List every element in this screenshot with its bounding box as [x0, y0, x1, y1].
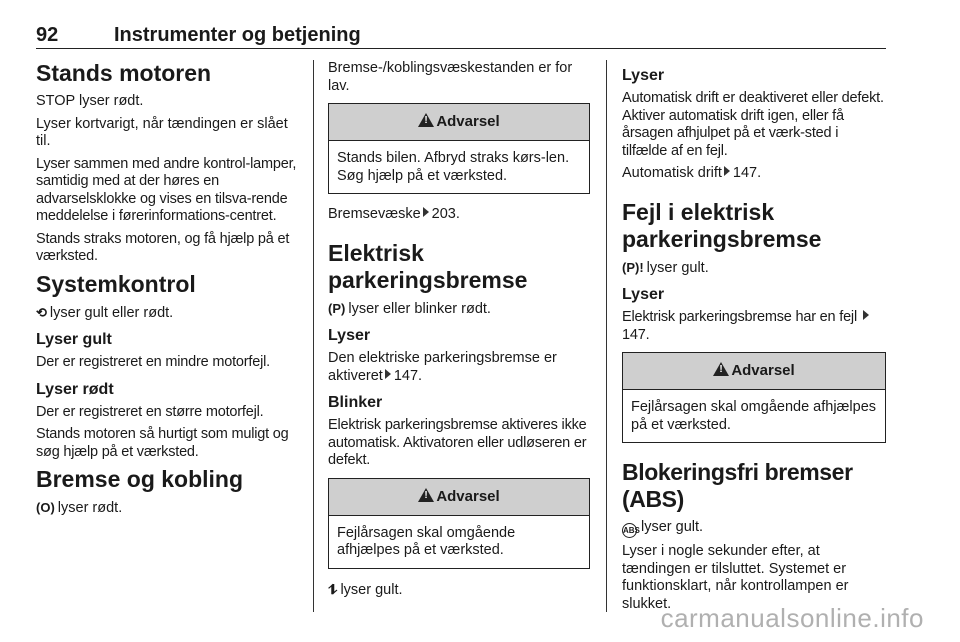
section-title-stands-motoren: Stands motoren — [36, 60, 212, 86]
paragraph: (P)! lyser gult. — [622, 259, 709, 276]
paragraph: Lyser kortvarigt, når tændingen er slået til. — [36, 115, 288, 149]
warning-box — [328, 103, 590, 194]
paragraph: Der er registreret en mindre motorfejl. — [36, 354, 270, 370]
paragraph: ABSlyser gult. — [622, 519, 886, 538]
paragraph: Stands straks motoren, og få hjælp på et værksted. — [36, 230, 290, 264]
paragraph: Lyser i nogle sekunder efter, at tændingen er tilsluttet. Systemet er funktionsklart, når kontrollampen er slukket. — [622, 543, 849, 612]
column-3 — [622, 60, 886, 618]
section-title-systemkontrol: Systemkontrol — [36, 270, 196, 297]
paragraph: ⥮ lyser gult. — [328, 581, 403, 598]
warning-text: Fejlårsagen skal omgående afhjælpes på et værksted. — [631, 399, 877, 433]
section-title-bremse-og-kobling: Bremse og kobling — [36, 466, 244, 492]
column-divider — [313, 60, 314, 612]
paragraph: Den elektriske parkeringsbremse er aktiveret 147. — [328, 350, 557, 384]
paragraph: STOP lyser rødt. — [36, 93, 144, 109]
subheading-blinker: Blinker — [328, 394, 383, 411]
page-number: 92 — [36, 24, 59, 46]
warning-box — [622, 352, 886, 443]
section-title-fejl-i-elektrisk-parkeringsbremse: Fejl i elektrisk parkeringsbremse — [622, 198, 822, 252]
page-header — [36, 22, 886, 49]
paragraph: Elektrisk parkeringsbremse har en fejl 147. — [622, 309, 886, 344]
abs-icon: ABS — [622, 523, 637, 538]
warning-triangle-icon — [418, 113, 434, 127]
paragraph: Lyser sammen med andre kontrol-lamper, samtidig med at der høres en advarselsklokke og vises en tilsva-rende meddelelse i førerinformations-centret. — [36, 155, 297, 224]
warning-header: !Advarsel — [329, 479, 589, 516]
subheading-lyser-roedt: Lyser rødt — [36, 380, 114, 398]
section-title-elektrisk-parkeringsbremse: Elektrisk parkeringsbremse — [328, 239, 528, 293]
watermark: carmanualsonline.info — [660, 603, 924, 633]
warning-triangle-icon — [713, 362, 729, 376]
warning-text: Stands bilen. Afbryd straks kørs-len. Søg hjælp på et værksted. — [337, 150, 570, 184]
paragraph: (P) lyser eller blinker rødt. — [328, 300, 491, 317]
page-ref-arrow-icon — [385, 369, 391, 379]
subheading-lyser-gult: Lyser gult — [36, 331, 112, 348]
paragraph: Stands motoren så hurtigt som muligt og søg hjælp på et værksted. — [36, 426, 289, 460]
paragraph: ⟲ lyser gult eller rødt. — [36, 304, 174, 321]
parking-brake-icon: (P) — [328, 300, 346, 316]
column-divider — [606, 60, 607, 612]
column-1 — [36, 60, 298, 523]
column-2 — [328, 60, 590, 604]
section-title-abs: Blokeringsfri bremser (ABS) — [622, 459, 853, 512]
subheading-lyser: Lyser — [622, 67, 665, 84]
warning-triangle-icon — [418, 488, 434, 502]
brake-warning-icon: (O) — [36, 500, 55, 515]
parking-brake-fault-icon: (P)! — [622, 259, 644, 275]
page-ref-arrow-icon — [724, 166, 730, 176]
page-ref-arrow-icon — [863, 310, 869, 320]
paragraph: Automatisk drift 147. — [622, 165, 762, 181]
subheading-lyser: Lyser — [328, 327, 371, 344]
paragraph: Elektrisk parkeringsbremse aktiveres ikke automatisk. Aktivatoren eller udløseren er defekt. — [328, 417, 587, 468]
paragraph: Bremse-/koblingsvæskestanden er for lav. — [328, 60, 573, 94]
page-ref-arrow-icon — [423, 207, 429, 217]
subheading-lyser: Lyser — [622, 286, 665, 303]
warning-header: !Advarsel — [623, 353, 885, 390]
page-title: Instrumenter og betjening — [114, 24, 361, 46]
warning-text: Fejlårsagen skal omgående afhjælpes på et værksted. — [337, 524, 516, 558]
paragraph: Der er registreret en større motorfejl. — [36, 403, 264, 420]
warning-box — [328, 478, 590, 569]
paragraph: Bremsevæske 203. — [328, 206, 460, 222]
warning-header: !Advarsel — [329, 104, 589, 141]
paragraph: Automatisk drift er deaktiveret eller defekt. Aktiver automatisk drift igen, eller få årsagen afhjulpet på et værk-sted i tilfælde af en fejl. — [622, 90, 884, 159]
paragraph: (O) lyser rødt. — [36, 500, 123, 516]
brake-pad-icon: ⥮ — [328, 581, 338, 597]
engine-check-icon: ⟲ — [36, 304, 47, 320]
